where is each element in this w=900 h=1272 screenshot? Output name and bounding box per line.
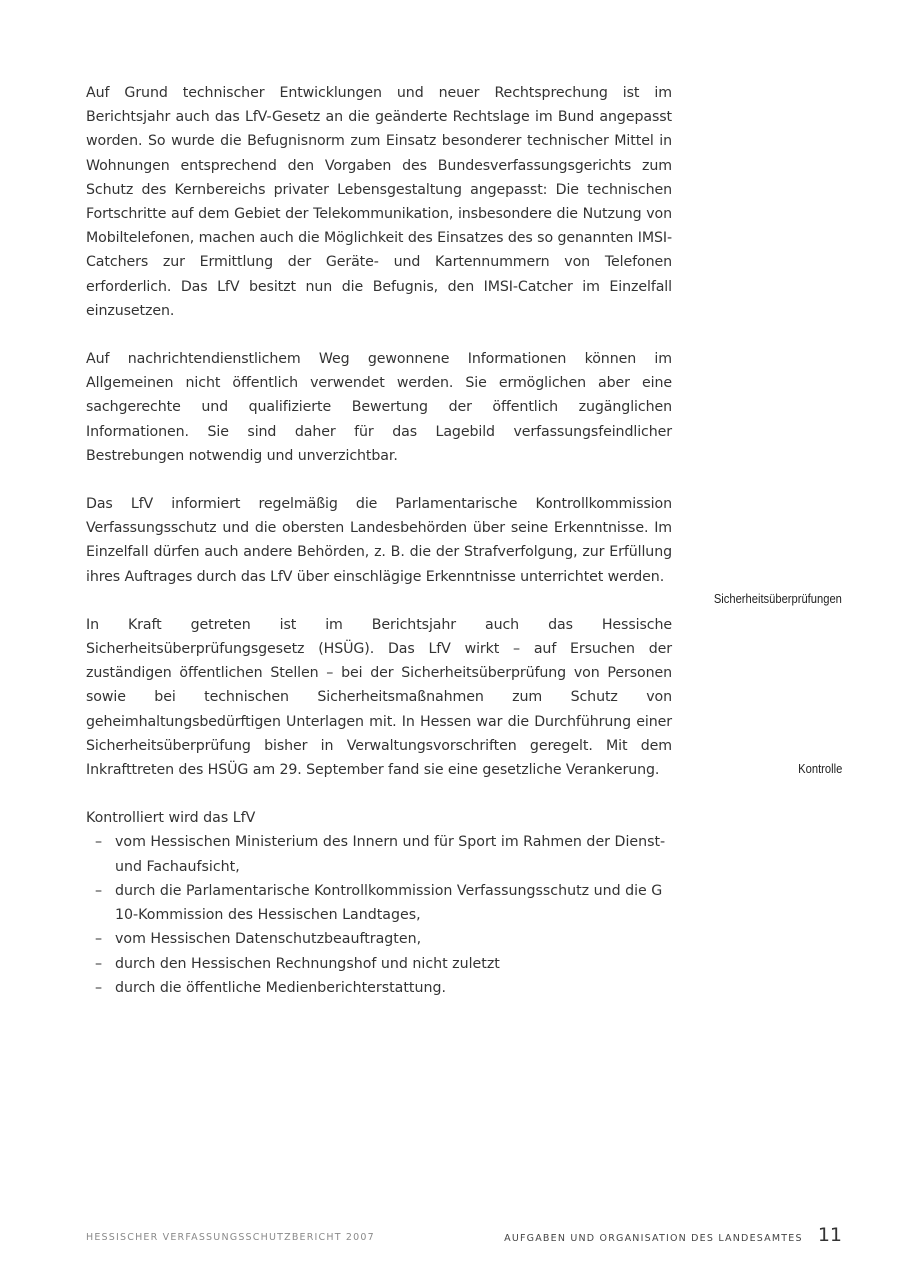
list-item — [86, 952, 672, 976]
list-item — [86, 879, 672, 927]
dash-bullet: – — [95, 834, 103, 851]
page-footer — [86, 1222, 842, 1246]
paragraph-reporting-duties: Das LfV informiert regelmäßig die Parlamentarische Kontrollkommission Verfassungsschutz und die obersten Landesbehörden über seine Erkenntnisse. Im Einzelfall dürfen auch andere Behörden, z. B. die der Strafverfolgung, zur Erfüllung ihres Auftrages durch das LfV über einschlägige Erkenntnisse unterrichtet werden. — [86, 496, 672, 585]
dash-bullet: – — [95, 882, 103, 899]
paragraph-intelligence-information: Auf nachrichtendienstlichem Weg gewonnene Informationen können im Allgemeinen nicht öffentlich verwendet werden. Sie ermöglichen aber eine sachgerechte und qualifizierte Bewertung der öffentlich zugänglichen Informationen. Sie sind daher für das Lagebild verfassungsfeindlicher Bestrebungen notwendig und unverzichtbar. — [86, 351, 672, 464]
control-list — [86, 830, 672, 999]
list-item-text: durch den Hessischen Rechnungshof und nicht zuletzt — [115, 955, 500, 972]
list-item-text: vom Hessischen Datenschutzbeauftragten, — [115, 931, 422, 948]
list-item-text: durch die öffentliche Medienberichterstattung. — [115, 979, 446, 996]
paragraph-lfv-law-amendment: Auf Grund technischer Entwicklungen und neuer Rechtsprechung ist im Berichtsjahr auch das LfV-Gesetz an die geänderte Rechtslage im Bund angepasst worden. So wurde die Befugnisnorm zum Einsatz besonderer technischer Mittel in Wohnungen entsprechend den Vorgaben des Bundesverfassungsgerichts zum Schutz des Kernbereichs privater Lebensgestaltung angepasst: Die technischen Fortschritte auf dem Gebiet der Telekommunikation, insbesondere die Nutzung von Mobiltelefonen, machen auch die Möglichkeit des Einsatzes des so genannten IMSI-Catchers zur Ermittlung der Geräte- und Kartennummern von Telefonen erforderlich. Das LfV besitzt nun die Befugnis, den IMSI-Catcher im Einzelfall einzusetzen. — [86, 85, 672, 319]
margin-note-security-checks: Sicherheitsüberprüfungen — [713, 591, 842, 606]
main-text-column — [86, 81, 672, 1000]
page-number: 11 — [817, 1224, 842, 1246]
footer-right-group — [504, 1224, 842, 1246]
margin-note-control: Kontrolle — [797, 761, 842, 776]
footer-publication-title: HESSISCHER VERFASSUNGSSCHUTZBERICHT 2007 — [86, 1232, 375, 1243]
list-item — [86, 927, 672, 951]
paragraph-security-check-law: In Kraft getreten ist im Berichtsjahr auch das Hessische Sicherheitsüberprüfungsgesetz (HSÜG). Das LfV wirkt – auf Ersuchen der zuständigen öffentlichen Stellen – bei der Sicherheitsüberprüfung von Personen sowie bei technischen Sicherheitsmaßnahmen zum Schutz von geheimhaltungsbedürftigen Unterlagen mit. In Hessen war die Durchführung einer Sicherheitsüberprüfung bisher in Verwaltungsvorschriften geregelt. Mit dem Inkrafttreten des HSÜG am 29. September fand sie eine gesetzliche Verankerung. — [86, 616, 672, 779]
control-list-lead: Kontrolliert wird das LfV — [86, 810, 256, 827]
dash-bullet: – — [95, 955, 103, 972]
list-item — [86, 976, 672, 1000]
list-item-text: durch die Parlamentarische Kontrollkommission Verfassungsschutz und die G 10-Kommission des Hessischen Landtages, — [115, 882, 663, 924]
dash-bullet: – — [95, 931, 103, 948]
list-item — [86, 830, 672, 878]
dash-bullet: – — [95, 979, 103, 996]
list-item-text: vom Hessischen Ministerium des Innern und für Sport im Rahmen der Dienst- und Fachaufsicht, — [115, 834, 666, 875]
footer-section-title: AUFGABEN UND ORGANISATION DES LANDESAMTES — [504, 1233, 803, 1244]
